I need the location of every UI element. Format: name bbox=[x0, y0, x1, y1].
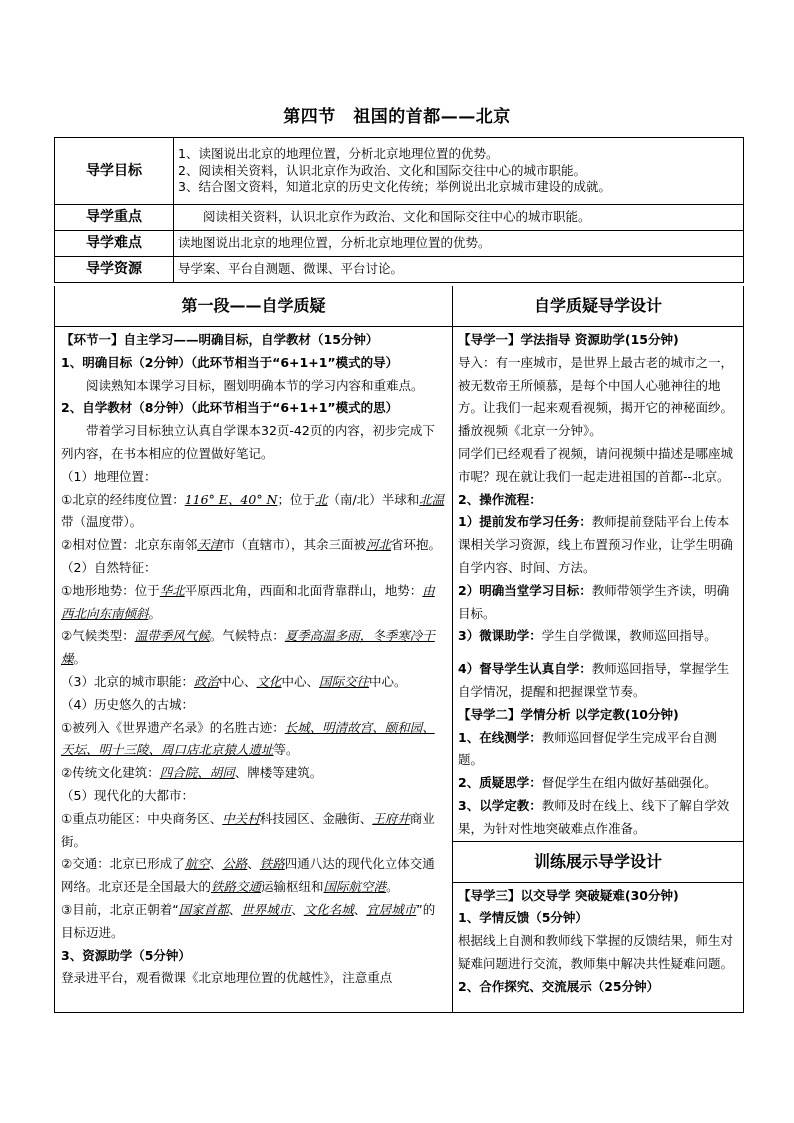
flow-item: 3）微课助学：学生自学微课，教师巡回指导。 bbox=[458, 628, 717, 644]
difficult-label: 导学难点 bbox=[55, 231, 174, 257]
guide-three-heading: 【导学三】以交导学 突破疑难(30分钟) bbox=[458, 887, 679, 903]
modern-city-heading: （5）现代化的大都市： bbox=[61, 787, 194, 803]
answer: 政治 bbox=[193, 673, 219, 689]
answer: 铁路交通 bbox=[211, 879, 262, 895]
test-item: 1、在线测学：教师巡回督促学生完成平台自测题。 bbox=[458, 729, 717, 768]
ancient-city-heading: （4）历史悠久的古城： bbox=[61, 696, 194, 712]
objective-item: 1、读图说出北京的地理位置，分析北京地理位置的优势。 bbox=[178, 146, 499, 162]
answer: 四合院、胡同 bbox=[159, 765, 235, 781]
answer: 国际航空港 bbox=[323, 879, 387, 895]
answer: 世界城市 bbox=[241, 901, 292, 917]
answer: 文化 bbox=[256, 673, 282, 689]
answer: 中关村 bbox=[222, 810, 260, 826]
step-one-heading: 【环节一】自主学习——明确目标，自学教材（15分钟） bbox=[61, 332, 379, 347]
cooperation-title: 2、合作探究、交流展示（25分钟） bbox=[458, 978, 660, 994]
answer: 夏季高温多雨，冬季寒冷干燥 bbox=[61, 628, 435, 667]
video-text: 播放视频《北京一分钟》。 bbox=[458, 423, 602, 439]
heritage-line: ①被列入《世界遗产名录》的名胜古迹：长城、明清故宫、颐和园、天坛、明十三陵、周口店北京猿人遗址等。 bbox=[61, 719, 435, 758]
function-zones-line: ①重点功能区：中央商务区、中关村科技园区、金融街、王府井商业街。 bbox=[61, 810, 435, 849]
relative-location-line: ②相对位置：北京东南邻天津市（直辖市），其余三面被河北省环抱。 bbox=[61, 537, 442, 553]
terrain-line: ①地形地势：位于华北平原西北角，西面和北面背靠群山，地势：由西北向东南倾斜。 bbox=[61, 582, 435, 621]
answer: 116° E、40° N bbox=[184, 491, 278, 507]
answer: 华北 bbox=[159, 582, 185, 598]
step-1-text: 阅读熟知本课学习目标，圈划明确本节的学习内容和重难点。 bbox=[86, 377, 424, 393]
step-3-text: 登录进平台，观看微课《北京地理位置的优越性》，注意重点 bbox=[61, 970, 393, 986]
guidance-column bbox=[453, 286, 743, 1012]
guide-two-heading: 【导学二】学情分析 以学定教(10分钟) bbox=[458, 706, 679, 722]
answer: 王府井 bbox=[372, 810, 410, 826]
answer: 文化名城 bbox=[303, 901, 354, 917]
objective-item: 2、阅读相关资料，认识北京作为政治、文化和国际交往中心的城市职能。 bbox=[178, 162, 586, 178]
answer: 河北 bbox=[366, 537, 392, 553]
difficult-points: 读地图说出北京的地理位置，分析北京地理位置的优势。 bbox=[174, 231, 744, 257]
info-table bbox=[54, 137, 744, 283]
step-2-title: 2、自学教材（8分钟）（此环节相当于“6+1+1”模式的思） bbox=[61, 400, 399, 416]
flow-item: 2）明确当堂学习目标：教师带领学生齐读，明确目标。 bbox=[458, 582, 730, 621]
feedback-text: 根据线上自测和教师线下掌握的反馈结果，师生对疑难问题进行交流，教师集中解决共性疑难问题。 bbox=[458, 933, 734, 971]
objectives-cell bbox=[174, 138, 744, 205]
intro-text: 导入：有一座城市，是世界上最古老的城市之一，被无数帝王所倾慕，是每个中国人心驰神往的地方。让我们一起来观看视频，揭开它的神秘面纱。 bbox=[458, 354, 734, 416]
objective-item: 3、结合图文资料，知道北京的历史文化传统；举例说出北京城市建设的成就。 bbox=[178, 179, 611, 195]
guide-one-heading: 【导学一】学法指导 资源助学(15分钟) bbox=[458, 332, 679, 347]
resources-label: 导学资源 bbox=[55, 257, 174, 283]
city-functions-line: （3）北京的城市职能：政治中心、文化中心、国际交往中心。 bbox=[61, 673, 407, 689]
flow-item: 4）督导学生认真自学：教师巡回指导，掌握学生自学情况，提醒和把握课堂节奏。 bbox=[458, 661, 730, 699]
answer: 铁路 bbox=[259, 856, 285, 872]
main-section bbox=[54, 286, 744, 1013]
answer: 由西北向东南倾斜 bbox=[61, 582, 435, 621]
answer: 北温 bbox=[419, 491, 445, 507]
natural-features-heading: （2）自然特征： bbox=[61, 559, 157, 575]
answer: 北 bbox=[315, 491, 328, 507]
answer: 航空 bbox=[184, 856, 210, 872]
traditional-buildings-line: ②传统文化建筑：四合院、胡同、牌楼等建筑。 bbox=[61, 765, 323, 781]
self-study-column bbox=[55, 286, 453, 1012]
step-2-text: 带着学习目标独立认真自学课本32页-42页的内容，初步完成下列内容，在书本相应的位置做好笔记。 bbox=[61, 423, 435, 461]
answer: 国际交往 bbox=[319, 673, 370, 689]
right-heading-2: 训练展示导学设计 bbox=[453, 841, 743, 883]
answer: 公路 bbox=[222, 856, 248, 872]
test-item: 3、以学定教：教师及时在线上、线下了解自学效果，为针对性地突破难点作准备。 bbox=[458, 797, 730, 836]
objectives-label: 导学目标 bbox=[55, 138, 174, 205]
step-3-title: 3、资源助学（5分钟） bbox=[61, 947, 191, 963]
right-heading: 自学质疑导学设计 bbox=[453, 286, 743, 327]
flow-title: 2、操作流程： bbox=[458, 491, 542, 507]
feedback-title: 1、学情反馈（5分钟） bbox=[458, 910, 588, 926]
geo-location-heading: （1）地理位置： bbox=[61, 468, 157, 484]
flow-item: 1）提前发布学习任务：教师提前登陆平台上传本课相关学习资源，线上布置预习作业，让学生明确自学内容、时间、方法。 bbox=[458, 514, 734, 575]
key-label: 导学重点 bbox=[55, 205, 174, 231]
answer: 温带季风气候 bbox=[134, 628, 210, 644]
left-heading: 第一段——自学质疑 bbox=[55, 286, 452, 327]
answer: 天津 bbox=[197, 537, 223, 553]
transport-line: ②交通：北京已形成了航空、公路、铁路四通八达的现代化立体交通网络。北京还是全国最大的铁路交通运输枢纽和国际航空港。 bbox=[61, 856, 435, 895]
latlon-line: ①北京的经纬度位置：116° E、40° N；位于北（南/北）半球和北温带（温度带）。 bbox=[61, 491, 445, 530]
answer: 国家首都 bbox=[178, 901, 229, 917]
resources: 导学案、平台自测题、微课、平台讨论。 bbox=[174, 257, 744, 283]
goal-line: ③目前，北京正朝着“国家首都、世界城市、文化名城、宜居城市”的目标迈进。 bbox=[61, 901, 436, 940]
answer: 宜居城市 bbox=[366, 901, 417, 917]
climate-line: ②气候类型：温带季风气候。气候特点：夏季高温多雨，冬季寒冷干燥。 bbox=[61, 628, 435, 667]
answer: 长城、明清故宫、颐和园、天坛、明十三陵、周口店北京猿人遗址 bbox=[61, 719, 435, 758]
page-title: 第四节 祖国的首都——北京 bbox=[283, 107, 511, 127]
step-1-title: 1、明确目标（2分钟）（此环节相当于“6+1+1”模式的导） bbox=[61, 354, 399, 370]
key-points: 阅读相关资料，认识北京作为政治、文化和国际交往中心的城市职能。 bbox=[174, 205, 744, 231]
test-item: 2、质疑思学：督促学生在组内做好基础强化。 bbox=[458, 775, 717, 791]
question-text: 同学们已经观看了视频，请问视频中描述是哪座城市呢？现在就让我们一起走进祖国的首都--北京。 bbox=[458, 445, 734, 484]
